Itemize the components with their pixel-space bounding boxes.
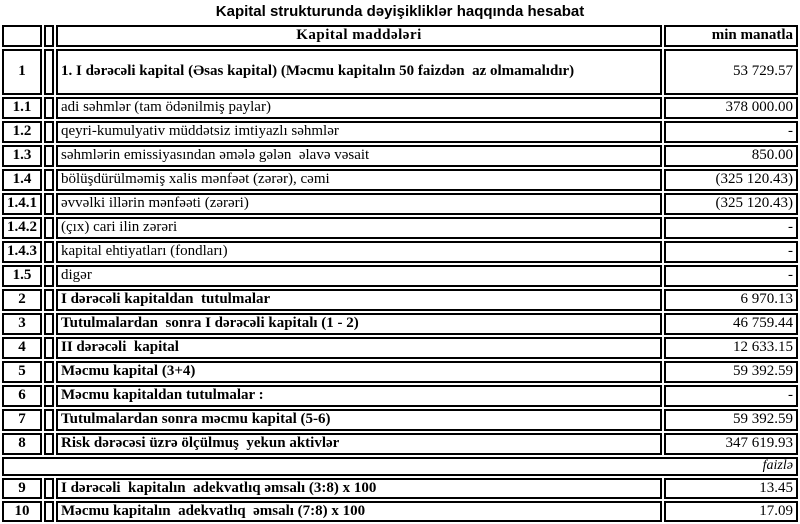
table-row [2, 97, 798, 119]
row-label: Tutulmalardan sonra I dərəcəli kapitalı (1 - 2) [56, 313, 662, 335]
table-row [2, 121, 798, 143]
table-row [2, 361, 798, 383]
table-row [2, 501, 798, 522]
row-value: 12 633.15 [664, 337, 798, 359]
column-gap [44, 145, 54, 167]
table-row [2, 217, 798, 239]
row-number: 5 [2, 361, 42, 383]
row-label: digər [56, 265, 662, 287]
row-label: Məcmu kapitaldan tutulmalar : [56, 385, 662, 407]
table-row [2, 169, 798, 191]
row-label: kapital ehtiyatları (fondları) [56, 241, 662, 263]
row-value: 378 000.00 [664, 97, 798, 119]
column-gap [44, 49, 54, 95]
column-gap [44, 361, 54, 383]
row-number: 3 [2, 313, 42, 335]
row-number: 1.4 [2, 169, 42, 191]
row-label: qeyri-kumulyativ müddətsiz imtiyazlı səhmlər [56, 121, 662, 143]
row-value: 6 970.13 [664, 289, 798, 311]
row-number: 4 [2, 337, 42, 359]
column-gap [44, 478, 54, 499]
column-gap [44, 337, 54, 359]
row-number: 1.2 [2, 121, 42, 143]
table-row [2, 457, 798, 476]
row-number: 1.3 [2, 145, 42, 167]
unit-note: faizlə [2, 457, 798, 476]
report-title: Kapital strukturunda dəyişikliklər haqqında hesabat [215, 3, 585, 20]
row-number: 1 [2, 49, 42, 95]
table-row [2, 313, 798, 335]
column-gap [44, 217, 54, 239]
row-label: Risk dərəcəsi üzrə ölçülmuş yekun aktivlər [56, 433, 662, 455]
capital-structure-table [0, 23, 800, 524]
header-items-label: Kapital maddələri [56, 25, 662, 47]
table-row [2, 385, 798, 407]
column-gap [44, 409, 54, 431]
column-gap [44, 265, 54, 287]
row-label: bölüşdürülməmiş xalis mənfəət (zərər), cəmi [56, 169, 662, 191]
row-label: 1. I dərəcəli kapital (Əsas kapital) (Məcmu kapitalın 50 faizdən az olmamalıdır) [56, 49, 662, 95]
row-value: - [664, 385, 798, 407]
row-value: 17.09 [664, 501, 798, 522]
row-number: 6 [2, 385, 42, 407]
row-label: Tutulmalardan sonra məcmu kapital (5-6) [56, 409, 662, 431]
row-label: Məcmu kapitalın adekvatlıq əmsalı (7:8) x 100 [56, 501, 662, 522]
row-label: adi səhmlər (tam ödənilmiş paylar) [56, 97, 662, 119]
row-number: 1.4.1 [2, 193, 42, 215]
table-row [2, 241, 798, 263]
table-row [2, 289, 798, 311]
column-gap [44, 25, 54, 47]
row-number: 1.5 [2, 265, 42, 287]
row-number: 1.1 [2, 97, 42, 119]
row-label: Məcmu kapital (3+4) [56, 361, 662, 383]
table-row [2, 145, 798, 167]
row-value: 347 619.93 [664, 433, 798, 455]
row-label: (çıx) cari ilin zərəri [56, 217, 662, 239]
row-value: (325 120.43) [664, 193, 798, 215]
row-label: I dərəcəli kapitalın adekvatlıq əmsalı (3:8) x 100 [56, 478, 662, 499]
row-number: 7 [2, 409, 42, 431]
row-number: 8 [2, 433, 42, 455]
column-gap [44, 385, 54, 407]
column-gap [44, 169, 54, 191]
table-row [2, 265, 798, 287]
row-label: əvvəlki illərin mənfəəti (zərəri) [56, 193, 662, 215]
table-row [2, 49, 798, 95]
row-value: 13.45 [664, 478, 798, 499]
row-label: II dərəcəli kapital [56, 337, 662, 359]
table-header-row [2, 25, 798, 47]
column-gap [44, 289, 54, 311]
table-row [2, 337, 798, 359]
header-empty-no-cell [2, 25, 42, 47]
row-label: səhmlərin emissiyasından əmələ gələn əlavə vəsait [56, 145, 662, 167]
row-value: 59 392.59 [664, 409, 798, 431]
row-value: - [664, 265, 798, 287]
row-value: - [664, 121, 798, 143]
row-value: 46 759.44 [664, 313, 798, 335]
table-row [2, 433, 798, 455]
column-gap [44, 501, 54, 522]
row-value: (325 120.43) [664, 169, 798, 191]
column-gap [44, 121, 54, 143]
column-gap [44, 241, 54, 263]
column-gap [44, 193, 54, 215]
column-gap [44, 313, 54, 335]
column-gap [44, 433, 54, 455]
row-number: 2 [2, 289, 42, 311]
row-number: 10 [2, 501, 42, 522]
row-value: - [664, 241, 798, 263]
row-value: 53 729.57 [664, 49, 798, 95]
row-value: 59 392.59 [664, 361, 798, 383]
table-row [2, 478, 798, 499]
row-number: 9 [2, 478, 42, 499]
row-label: I dərəcəli kapitaldan tutulmalar [56, 289, 662, 311]
row-value: 850.00 [664, 145, 798, 167]
capital-table-body [2, 49, 798, 522]
header-unit-label: min manatla [664, 25, 798, 47]
table-row [2, 193, 798, 215]
row-number: 1.4.2 [2, 217, 42, 239]
column-gap [44, 97, 54, 119]
table-row [2, 409, 798, 431]
row-value: - [664, 217, 798, 239]
row-number: 1.4.3 [2, 241, 42, 263]
